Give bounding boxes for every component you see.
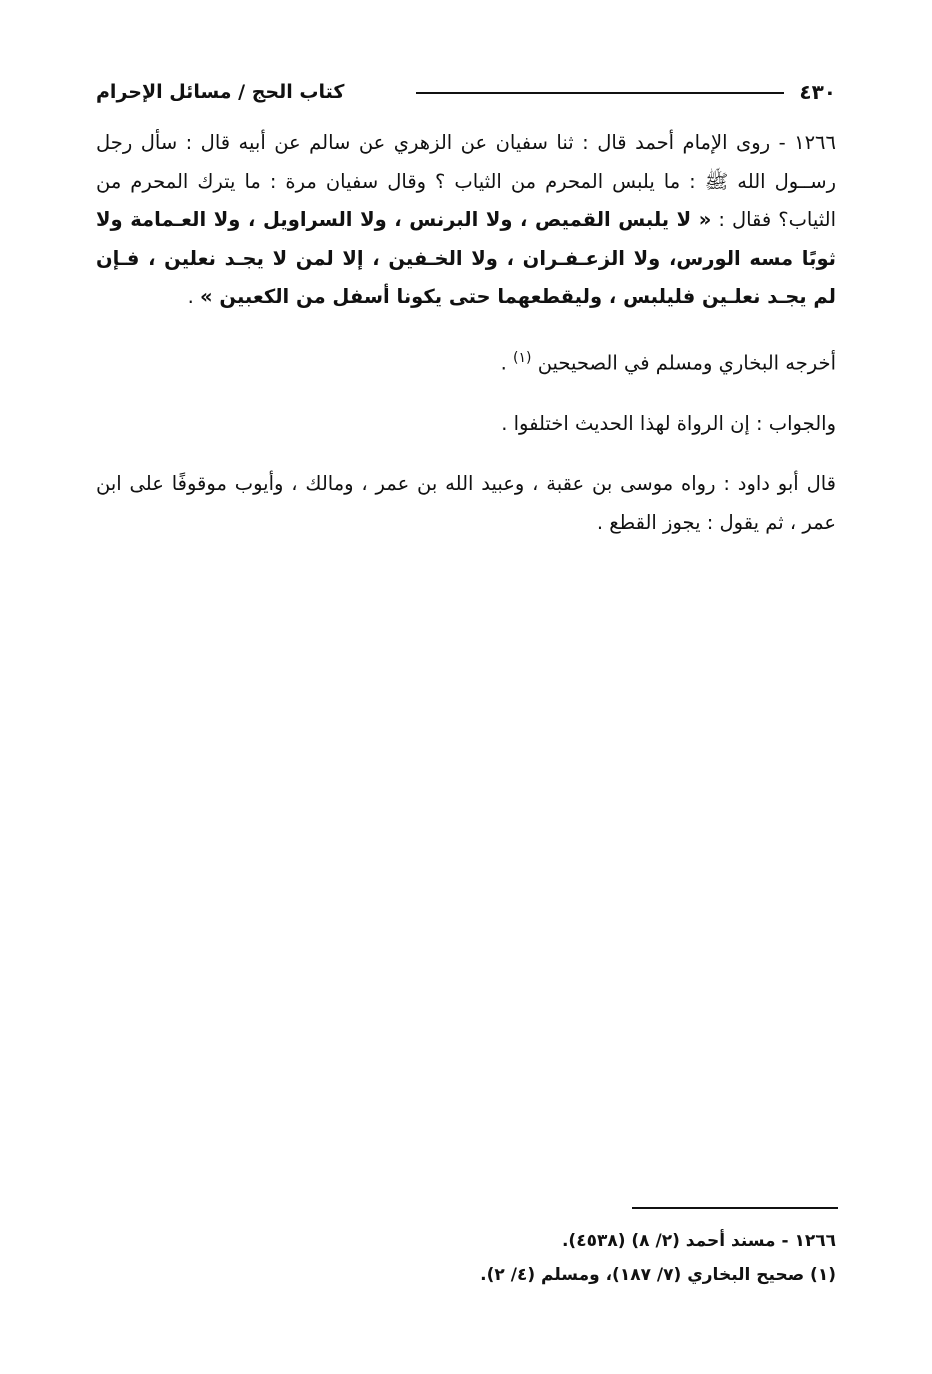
footnote-1266: ١٢٦٦ - مسند أحمد (٢/ ٨) (٤٥٣٨). [561, 1231, 836, 1251]
hadith-end: . [187, 285, 201, 308]
footnote-mark[interactable]: (١) [513, 349, 532, 366]
abu-dawud-paragraph: قال أبو داود : رواه موسى بن عقبة ، وعبيد الله بن عمر ، ومالك ، وأيوب موقوفًا على ابن عمر ، ثم يقول : يجوز القطع . [96, 472, 836, 534]
answer-paragraph: والجواب : إن الرواة لهذا الحديث اختلفوا . [501, 411, 836, 435]
hadith-intro: ١٢٦٦ - روى الإمام أحمد قال : ثنا سفيان عن الزهري عن سالم عن أبيه قال : سأل رجل رســول الله ﷺ : ما يلبس المحرم من الثياب ؟ وقال سفيان مرة : ما يترك المحرم من الثياب؟ فقال : [96, 131, 836, 231]
footnote-1: (١) صحيح البخاري (٧/ ١٨٧)، ومسلم (٤/ ٢). [480, 1265, 836, 1285]
footnote-separator [632, 1207, 838, 1209]
main-text [96, 124, 836, 542]
running-header [96, 78, 836, 108]
footnotes [96, 1224, 836, 1292]
takhrij-paragraph [96, 339, 836, 383]
page-number: ٤٣٠ [799, 80, 836, 104]
hadith-paragraph [96, 124, 836, 317]
header-rule [416, 92, 784, 94]
takhrij-end: . [500, 351, 514, 374]
hadith-quote: « لا يلبس القميص ، ولا البرنس ، ولا السراويل ، ولا العـمامة ولا ثوبًا مسه الورس، ولا الزعـفـران ، ولا الخـفين ، إلا لمن لا يجـد نعلين ، فـإن لم يجـد نعلـين فليلبس ، وليقطعهما حتى يكونا أسفل من الكعبين » [96, 208, 836, 308]
running-title: كتاب الحج / مسائل الإحرام [96, 81, 345, 103]
takhrij-text: أخرجه البخاري ومسلم في الصحيحين [537, 351, 836, 374]
